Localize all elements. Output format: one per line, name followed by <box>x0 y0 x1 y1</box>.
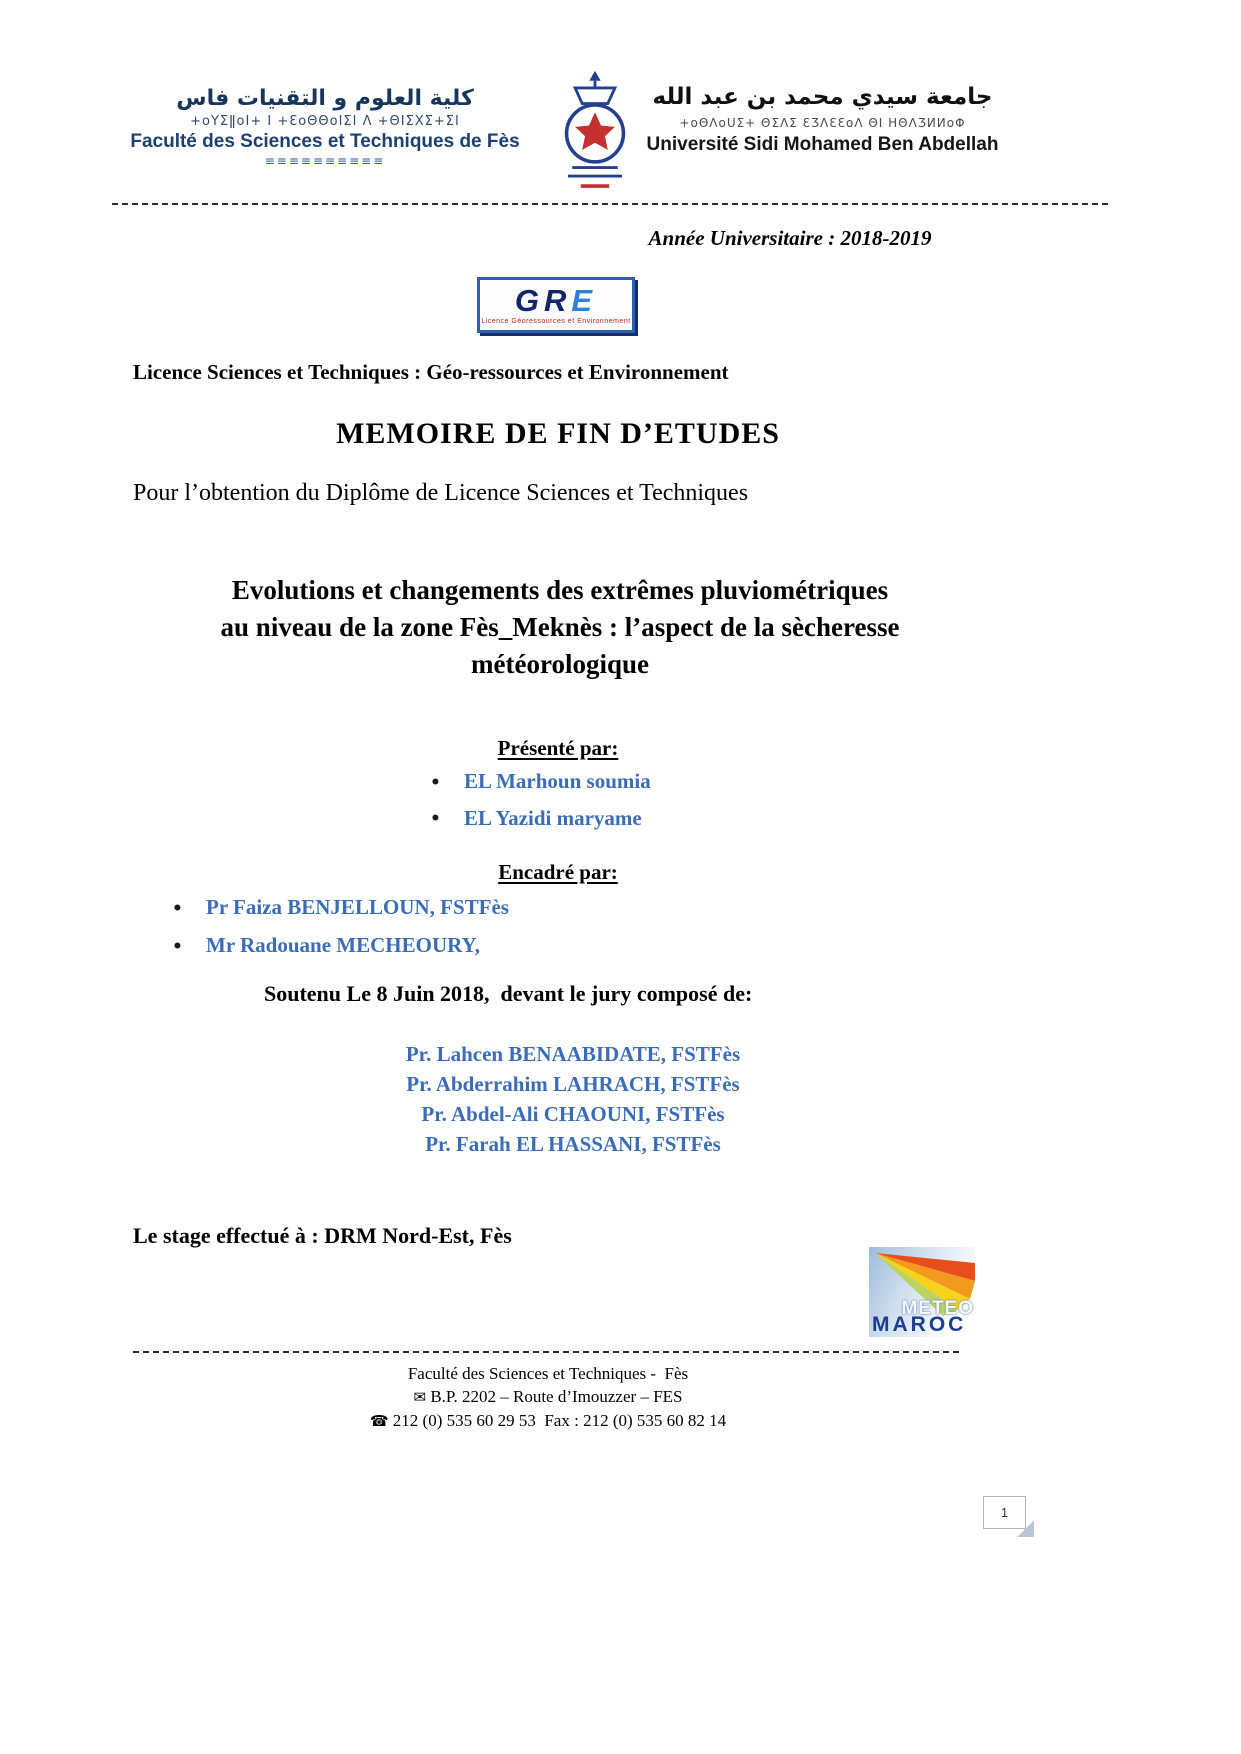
supervisor-name: Pr Faiza BENJELLOUN, FSTFès <box>206 895 509 919</box>
program-line: Licence Sciences et Techniques : Géo-ressources et Environnement <box>133 360 729 384</box>
internship-line: Le stage effectué à : DRM Nord-Est, Fès <box>133 1223 512 1248</box>
faculty-decor-lines: ≡≡≡≡≡≡≡≡≡≡ <box>264 154 386 168</box>
list-item <box>172 889 509 927</box>
faculty-header-block <box>110 86 540 168</box>
page-curl-icon <box>1017 1520 1034 1537</box>
list-item <box>430 764 651 801</box>
page-footer <box>133 1362 963 1433</box>
bullet-icon: • <box>430 809 441 830</box>
supervised-by-label-text: Encadré par: <box>498 860 618 884</box>
thesis-title <box>110 572 1010 683</box>
jury-member: Pr. Lahcen BENAABIDATE, FSTFès <box>405 1042 741 1066</box>
footer-address-text: B.P. 2202 – Route d’Imouzzer – FES <box>430 1387 683 1406</box>
footer-address-line <box>133 1385 963 1409</box>
meteo-word-secondary: METEO <box>901 1298 974 1319</box>
jury-member: Pr. Abdel-Ali CHAOUNI, FSTFès <box>421 1102 725 1126</box>
defense-line: Soutenu Le 8 Juin 2018, devant le jury composé de: <box>264 981 753 1006</box>
student-name: EL Yazidi maryame <box>464 805 642 830</box>
page-number: 1 <box>1000 1505 1009 1520</box>
university-emblem-icon <box>545 68 645 196</box>
gre-logo <box>477 277 635 333</box>
list-item <box>172 927 509 965</box>
footer-phone-text: 212 (0) 535 60 29 53 Fax : 212 (0) 535 60 82 14 <box>392 1411 727 1430</box>
gre-logo-letters <box>515 285 597 316</box>
thesis-title-line3: météorologique <box>471 649 649 679</box>
university-name-french: Université Sidi Mohamed Ben Abdellah <box>646 134 999 155</box>
faculty-name-french: Faculté des Sciences et Techniques de Fès <box>130 131 520 152</box>
academic-year: Année Universitaire : 2018-2019 <box>648 226 932 250</box>
faculty-name-tifinagh: +oΥΣǁoΙ+ Ι +ƐoΘΘoΙΣΙ Λ +ΘΙΣΧΣ+ΣΙ <box>190 114 460 129</box>
meteo-word-primary: MAROC <box>872 1313 967 1336</box>
bullet-icon: • <box>430 772 441 793</box>
thesis-title-line2: au niveau de la zone Fès_Meknès : l’aspect de la sècheresse <box>220 612 900 642</box>
list-item <box>430 801 651 838</box>
memoire-heading: MEMOIRE DE FIN D’ETUDES <box>336 417 780 450</box>
envelope-icon: ✉ <box>413 1388 427 1406</box>
maroc-meteo-logo <box>869 1247 975 1337</box>
jury-list <box>133 1039 1013 1159</box>
thesis-title-line1: Evolutions et changements des extrêmes pluviométriques <box>231 575 889 605</box>
page-number-box <box>983 1496 1026 1529</box>
student-name: EL Marhoun soumia <box>464 769 651 793</box>
gre-logo-caption: Licence Géoressources et Environnement <box>481 318 631 325</box>
bullet-icon: • <box>172 937 183 958</box>
gre-letters-primary: GR <box>514 283 572 318</box>
dashed-divider-bottom <box>133 1351 963 1353</box>
university-name-tifinagh: +oΘΛoUΣ+ ΘΣΛΣ ƐƷΛƐƐoΛ ΘΙ ΗΘΛƷИИoΦ <box>679 116 966 130</box>
obtention-line: Pour l’obtention du Diplôme de Licence Sciences et Techniques <box>133 480 749 506</box>
university-name-arabic: جامعة سيدي محمد بن عبد الله <box>652 84 993 110</box>
supervised-by-label <box>133 860 983 885</box>
faculty-name-arabic: كلية العلوم و التقنيات فاس <box>176 86 474 111</box>
jury-member: Pr. Farah EL HASSANI, FSTFès <box>425 1132 721 1156</box>
presented-by-label-text: Présenté par: <box>497 736 619 760</box>
gre-letters-accent: E <box>571 283 598 318</box>
jury-member: Pr. Abderrahim LAHRACH, FSTFès <box>406 1072 740 1096</box>
supervisors-list <box>172 889 509 965</box>
bullet-icon: • <box>172 899 183 920</box>
phone-icon: ☎ <box>369 1412 389 1430</box>
university-header-block <box>645 84 1000 156</box>
presented-by-label <box>133 736 983 761</box>
dashed-divider-top <box>112 203 1112 205</box>
students-list <box>430 764 651 837</box>
footer-phone-line <box>133 1409 963 1433</box>
footer-faculty-line: Faculté des Sciences et Techniques - Fès <box>407 1364 689 1383</box>
supervisor-name: Mr Radouane MECHEOURY, <box>206 933 481 958</box>
